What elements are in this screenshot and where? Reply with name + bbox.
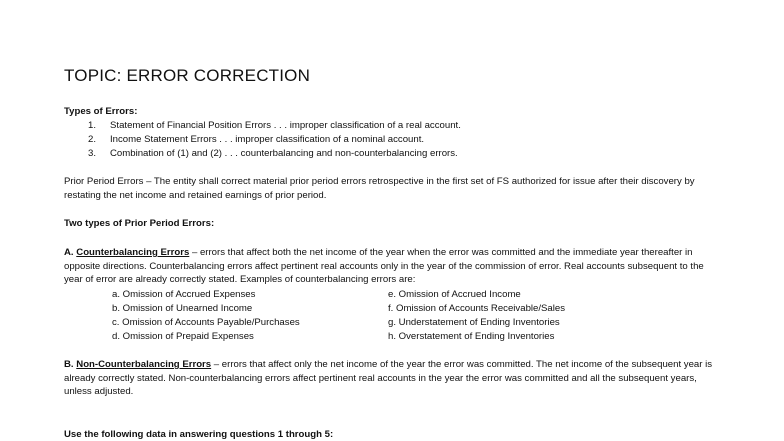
counterbalancing-paragraph	[64, 246, 724, 287]
counterbalancing-text: – errors that affect both the net income of the year when the error was committed and the immediate year thereafter in opposite directions. Counterbalancing errors affect pertinent real accounts only in the year of the commission of error. Real accounts subsequent to the year of error are already correctly stated. Examples of counterbalancing errors are:	[64, 247, 704, 285]
prior-period-label: Prior Period Errors	[64, 176, 144, 187]
example-item: g. Understatement of Ending Inventories	[388, 317, 560, 328]
types-item-text: Statement of Financial Position Errors . . . improper classification of a real account.	[110, 120, 461, 131]
example-item: e. Omission of Accrued Income	[388, 289, 521, 300]
example-item: f. Omission of Accounts Receivable/Sales	[388, 303, 566, 314]
types-item-text: Income Statement Errors . . . improper classification of a nominal account.	[110, 134, 425, 145]
example-item: h. Overstatement of Ending Inventories	[388, 331, 555, 342]
types-item-number: 2.	[88, 134, 97, 145]
types-item-text: Combination of (1) and (2) . . . counterbalancing and non-counterbalancing errors.	[110, 148, 458, 159]
prior-period-paragraph	[64, 175, 724, 202]
non-counterbalancing-paragraph	[64, 358, 724, 399]
types-item-number: 1.	[88, 120, 97, 131]
prior-period-text: – The entity shall correct material prior period errors retrospective in the first set of FS authorized for issue after their discovery by restating the net income and retained earnings of prior period.	[64, 176, 695, 201]
non-counterbalancing-prefix: B.	[64, 359, 77, 370]
example-item: b. Omission of Unearned Income	[112, 303, 253, 314]
example-item: c. Omission of Accounts Payable/Purchases	[112, 317, 300, 328]
data-heading: Use the following data in answering questions 1 through 5:	[64, 429, 334, 440]
non-counterbalancing-label: Non-Counterbalancing Errors	[76, 359, 212, 370]
non-counterbalancing-text: – errors that affect only the net income of the year the error was committed. The net income of the subsequent year is already correctly stated. Non-counterbalancing errors affect pertinent real accounts in the year the error was committed and all the subsequent years, unless adjusted.	[64, 359, 713, 397]
example-item: d. Omission of Prepaid Expenses	[112, 331, 254, 342]
counterbalancing-prefix: A.	[64, 247, 77, 258]
two-types-heading: Two types of Prior Period Errors:	[64, 218, 215, 229]
types-heading: Types of Errors:	[64, 106, 138, 117]
counterbalancing-label: Counterbalancing Errors	[76, 247, 190, 258]
example-item: a. Omission of Accrued Expenses	[112, 289, 256, 300]
page-title: TOPIC: ERROR CORRECTION	[64, 66, 311, 85]
types-item-number: 3.	[88, 148, 97, 159]
